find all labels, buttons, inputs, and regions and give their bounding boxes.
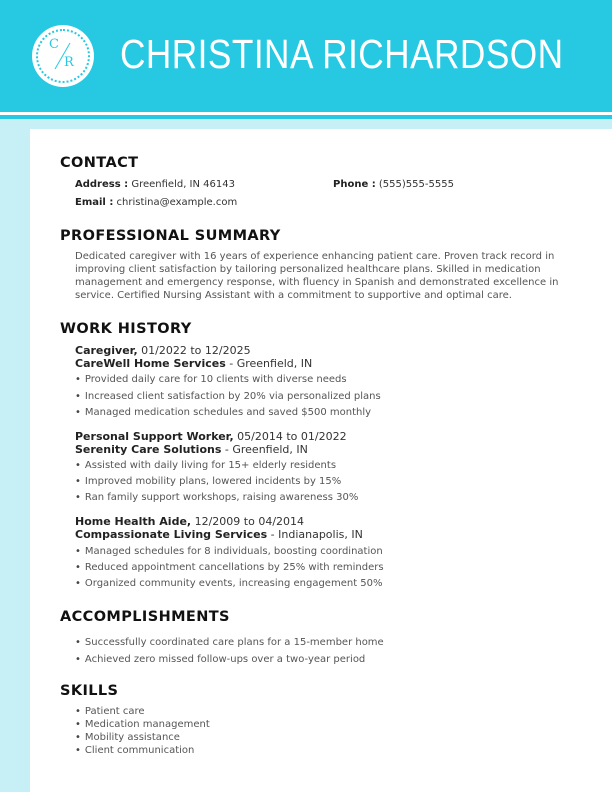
job-company-line [75,528,363,541]
list-item: • Reduced appointment cancellations by 25% with reminders [75,560,384,576]
monogram-last-initial: R [64,55,74,70]
contact-heading: CONTACT [60,155,139,171]
job-title-line [75,430,347,443]
list-item: • Mobility assistance [75,731,210,744]
contact-address [75,178,235,191]
skills-list [75,705,210,757]
job-company: Compassionate Living Services [75,528,268,541]
list-item: • Organized community events, increasing engagement 50% [75,576,384,592]
monogram-logo [32,25,94,87]
job-dates: 12/2009 to 04/2014 [191,515,305,528]
contact-email [75,196,237,209]
job-dates: 05/2014 to 01/2022 [233,430,347,443]
list-item: • Successfully coordinated care plans for a 15-member home [75,634,384,651]
list-item: • Improved mobility plans, lowered incidents by 15% [75,474,358,490]
job-title-line [75,344,251,357]
work-history-heading: WORK HISTORY [60,321,192,337]
list-item: • Achieved zero missed follow-ups over a two-year period [75,651,384,668]
summary-text: Dedicated caregiver with 16 years of experience enhancing patient care. Proven track record in improving client satisfaction by tailoring personalized healthcare plans. Skilled in medication management and emergency response, with fluency in Spanish and demonstrated excellence in service. Certified Nursing Assistant with a commitment to supportive and optimal care. [75,251,559,301]
email-label: Email : [75,197,114,208]
accomplishments-heading: ACCOMPLISHMENTS [60,609,230,625]
job-bullets [75,372,381,422]
summary-heading: PROFESSIONAL SUMMARY [60,228,281,244]
left-band [0,119,30,792]
list-item: • Client communication [75,744,210,757]
accomplishments-list [75,634,384,668]
address-label: Address : [75,179,129,190]
job-company: CareWell Home Services [75,357,226,370]
skills-heading: SKILLS [60,683,119,699]
list-item: • Managed medication schedules and saved $500 monthly [75,405,381,422]
monogram-first-initial: C [49,37,59,52]
job-location: - Greenfield, IN [221,443,308,456]
list-item: • Patient care [75,705,210,718]
list-item: • Increased client satisfaction by 20% via personalized plans [75,389,381,406]
phone-value: (555)555-5555 [378,179,454,190]
job-title-line [75,515,304,528]
job-company-line [75,357,312,370]
list-item: • Provided daily care for 10 clients with diverse needs [75,372,381,389]
job-company: Serenity Care Solutions [75,443,222,456]
job-role: Personal Support Worker, [75,430,234,443]
list-item: • Assisted with daily living for 15+ elderly residents [75,458,358,474]
job-dates: 01/2022 to 12/2025 [137,344,251,357]
job-location: - Greenfield, IN [225,357,313,370]
job-company-line [75,443,308,456]
job-bullets [75,544,384,592]
job-bullets [75,458,358,506]
address-value: Greenfield, IN 46143 [131,179,235,190]
list-item: • Medication management [75,718,210,731]
email-value: christina@example.com [116,197,238,208]
job-location: - Indianapolis, IN [267,528,363,541]
candidate-name: CHRISTINA RICHARDSON [120,31,564,77]
list-item: • Managed schedules for 8 individuals, boosting coordination [75,544,384,560]
top-band [30,119,612,129]
job-role: Home Health Aide, [75,515,192,528]
job-role: Caregiver, [75,344,138,357]
list-item: • Ran family support workshops, raising awareness 30% [75,490,358,506]
contact-phone [333,178,454,191]
phone-label: Phone : [333,179,376,190]
